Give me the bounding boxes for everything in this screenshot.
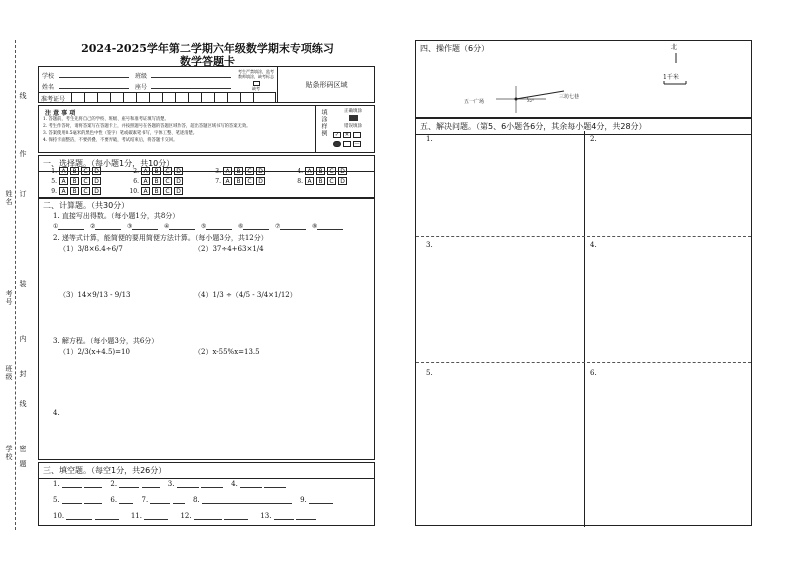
option-d[interactable]: D <box>92 187 101 195</box>
option-b[interactable]: B <box>152 177 161 185</box>
answer-blank[interactable] <box>142 481 160 488</box>
calc-q3-title: 3. 解方程。（每小题3分，共6分） <box>53 337 159 345</box>
notice-line: 2. 考生作答时，请将答案写在答题卡上，并按照题号在各题的答题区域作答，超出答题区域书写的答案无效。 <box>43 124 251 129</box>
answer-blank[interactable] <box>194 513 222 520</box>
option-a[interactable]: A <box>223 177 232 185</box>
name-label: 姓名 <box>42 84 55 91</box>
angle-label: 32° <box>527 98 535 103</box>
option-c[interactable]: C <box>163 187 172 195</box>
option-d[interactable]: D <box>174 177 183 185</box>
page-title: 2024-2025学年第二学期六年级数学期末专项练习 <box>81 42 334 55</box>
section-calculation-title: 二、计算题。（共30分） <box>43 201 130 210</box>
point-square <box>515 98 518 101</box>
section-fill-in-title: 三、填空题。（每空1分，共26分） <box>39 463 374 479</box>
name-margin-label: 姓名 <box>5 190 13 206</box>
class-label: 班级 <box>135 73 148 80</box>
fill-row-2: 5. 6. 7. 8. 9. <box>53 496 373 504</box>
notice-title: 注 意 事 项 <box>45 110 76 117</box>
option-c[interactable]: C <box>245 167 254 175</box>
answer-blank[interactable] <box>202 497 292 504</box>
exam-number-row <box>38 92 276 103</box>
option-b[interactable]: B <box>152 187 161 195</box>
option-a[interactable]: A <box>141 167 150 175</box>
column-divider <box>584 131 585 527</box>
mc-question-8: 8. A B C D <box>295 177 349 185</box>
option-b[interactable]: B <box>70 177 79 185</box>
binding-strip <box>2 40 30 530</box>
option-d[interactable]: D <box>174 187 183 195</box>
option-c[interactable]: C <box>327 167 336 175</box>
mc-question-1: 1. A B C D <box>49 167 103 175</box>
name-field[interactable] <box>59 88 129 89</box>
answer-blank[interactable] <box>177 481 199 488</box>
notice-line: 4. 保持卡面整洁，不要折叠、不要弄破，考试结束后，将答题卡交回。 <box>43 138 178 143</box>
exam-no-boxes[interactable] <box>71 93 266 102</box>
answer-blank[interactable] <box>84 481 102 488</box>
section-fill-in <box>38 462 375 526</box>
option-d[interactable]: D <box>174 167 183 175</box>
answer-blank[interactable] <box>58 223 84 230</box>
route-line <box>516 91 564 99</box>
calc-q2-title: 2. 递等式计算，能简便的要用简便方法计算。（每小题3分，共12分） <box>53 234 268 242</box>
option-d[interactable]: D <box>92 167 101 175</box>
mc-question-7: 7. A B C D <box>213 177 267 185</box>
option-d[interactable]: D <box>256 167 265 175</box>
option-a[interactable]: A <box>59 177 68 185</box>
problem-1-label: 1. <box>426 135 433 143</box>
margin-label: 订 <box>19 190 27 198</box>
answer-blank[interactable] <box>144 513 168 520</box>
answer-blank[interactable] <box>150 497 170 504</box>
fill-label: 填涂样例 <box>320 109 327 137</box>
north-label: 北 <box>671 44 678 51</box>
mc-question-5: 5. A B C D <box>49 177 103 185</box>
seat-label: 座号 <box>135 84 148 91</box>
option-b[interactable]: B <box>316 167 325 175</box>
option-d[interactable]: D <box>338 177 347 185</box>
answer-blank[interactable] <box>95 513 119 520</box>
binding-line <box>15 40 16 530</box>
answer-blank[interactable] <box>62 481 82 488</box>
answer-blank[interactable] <box>66 513 92 520</box>
answer-blank[interactable] <box>224 513 248 520</box>
answer-blank[interactable] <box>206 223 232 230</box>
row-divider-1 <box>416 236 751 237</box>
calc-q3-b: （2）x-55%x=13.5 <box>194 348 260 356</box>
margin-label: 装 <box>19 280 27 288</box>
margin-label: 线 <box>19 400 27 408</box>
notice-line: 1. 答题前，考生先将自己的学校、班级、座号和准考证填写清楚。 <box>43 117 169 122</box>
mc-question-3: 3. A B C D <box>213 167 267 175</box>
exam-no-label: 准考证号 <box>41 96 66 103</box>
fill-row-3: 10. 11. 12. 13. <box>53 512 373 520</box>
scale-label: 1千米 <box>663 74 679 81</box>
option-a[interactable]: A <box>141 187 150 195</box>
row-divider-2 <box>416 362 751 363</box>
section-operation <box>415 40 752 118</box>
margin-label: 线 <box>19 92 27 100</box>
school-label: 学校 <box>42 73 55 80</box>
answer-blank[interactable] <box>240 481 262 488</box>
calc-q1-answers: ① ② ③ ④ ⑤ ⑥ ⑦ ⑧ <box>53 223 353 230</box>
calc-q2-c: （3）14×9/13 - 9/13 <box>59 291 131 299</box>
map-diagram <box>416 41 753 119</box>
fill-row-1: 1. 2. 3. 4. <box>53 480 373 488</box>
barcode-area: 贴条形码区域 <box>277 66 375 103</box>
class-margin-label: 班级 <box>5 365 13 381</box>
option-b[interactable]: B <box>234 167 243 175</box>
answer-blank[interactable] <box>317 223 343 230</box>
option-d[interactable]: D <box>338 167 347 175</box>
mc-question-6: 6. A B C D <box>131 177 185 185</box>
option-a[interactable]: A <box>141 177 150 185</box>
option-a[interactable]: A <box>305 177 314 185</box>
school-field[interactable] <box>59 77 129 78</box>
mc-question-4: 4. A B C D <box>295 167 349 175</box>
answer-blank[interactable] <box>173 497 185 504</box>
notice-line: 3. 答案使用0.5毫米的黑色中性（签字）笔或碳素笔书写，字体工整、笔迹清楚。 <box>43 131 198 136</box>
notice-box <box>38 105 375 153</box>
correct-fill-label: 正确填涂 <box>344 109 362 114</box>
problem-4-label: 4. <box>590 241 597 249</box>
calc-q4-label: 4. <box>53 409 60 417</box>
option-b[interactable]: B <box>234 177 243 185</box>
option-c[interactable]: C <box>163 177 172 185</box>
notice-lines <box>43 116 311 144</box>
calc-q2-a: （1）3/8×6.4÷6/7 <box>59 245 123 253</box>
section-calculation <box>38 198 375 460</box>
option-a[interactable]: A <box>59 167 68 175</box>
place-label-2: 三坊七巷 <box>559 94 580 100</box>
option-a[interactable]: A <box>59 187 68 195</box>
option-c[interactable]: C <box>327 177 336 185</box>
answer-blank[interactable] <box>296 513 316 520</box>
answer-blank[interactable] <box>169 223 195 230</box>
exam-no-margin-label: 考号 <box>5 290 13 306</box>
margin-label: 题 <box>19 460 27 468</box>
answer-blank[interactable] <box>264 481 286 488</box>
section-operation-title: 四、操作题（6分） <box>420 44 490 53</box>
wrong-fill-samples: ✓ ✕ <box>333 132 361 138</box>
problem-2-label: 2. <box>590 135 597 143</box>
answer-blank[interactable] <box>84 497 102 504</box>
class-field[interactable] <box>151 77 231 78</box>
mc-question-10: 10. A B C D <box>127 187 185 195</box>
answer-blank[interactable] <box>274 513 294 520</box>
answer-blank[interactable] <box>309 497 333 504</box>
calc-q3-a: （1）2/3(x+4.5)=10 <box>59 348 130 356</box>
page-subtitle: 数学答题卡 <box>180 55 235 68</box>
option-c[interactable]: C <box>81 177 90 185</box>
margin-label: 封 <box>19 370 27 378</box>
answer-blank[interactable] <box>132 223 158 230</box>
answer-blank[interactable] <box>201 481 223 488</box>
option-d[interactable]: D <box>92 177 101 185</box>
answer-blank[interactable] <box>119 481 139 488</box>
option-c[interactable]: C <box>81 187 90 195</box>
answer-blank[interactable] <box>243 223 269 230</box>
section-problem-solving-title: 五、解决问题。（第5、6小题各6分，其余每小题4分，共28分） <box>416 119 751 135</box>
margin-label: 作 <box>19 150 27 158</box>
option-a[interactable]: A <box>223 167 232 175</box>
margin-label: 内 <box>19 335 27 343</box>
wrong-fill-samples-2: — <box>333 141 361 147</box>
calc-q1-title: 1. 直接写出得数。（每小题1分，共8分） <box>53 212 180 220</box>
seat-field[interactable] <box>151 88 231 89</box>
problem-5-label: 5. <box>426 369 433 377</box>
answer-blank[interactable] <box>280 223 306 230</box>
fill-sample <box>315 106 375 152</box>
margin-label: 密 <box>19 445 27 453</box>
wrong-fill-label: 错误填涂 <box>344 124 362 129</box>
problem-6-label: 6. <box>590 369 597 377</box>
option-d[interactable]: D <box>256 177 265 185</box>
absent-note: 考生严禁填涂，监考教师填涂，缺考标志 缺考 <box>238 69 274 91</box>
place-label-1: 五一广场 <box>464 99 485 105</box>
option-b[interactable]: B <box>316 177 325 185</box>
section-problem-solving <box>415 118 752 526</box>
option-c[interactable]: C <box>163 167 172 175</box>
correct-fill-sample <box>349 115 358 121</box>
school-margin-label: 学校 <box>5 445 13 461</box>
answer-blank[interactable] <box>95 223 121 230</box>
option-b[interactable]: B <box>70 167 79 175</box>
mc-question-2: 2. A B C D <box>131 167 185 175</box>
problem-3-label: 3. <box>426 241 433 249</box>
mc-question-9: 9. A B C D <box>49 187 103 195</box>
option-b[interactable]: B <box>152 167 161 175</box>
option-c[interactable]: C <box>245 177 254 185</box>
option-c[interactable]: C <box>81 167 90 175</box>
calc-q2-b: （2）37÷4+63×1/4 <box>194 245 264 253</box>
option-b[interactable]: B <box>70 187 79 195</box>
answer-blank[interactable] <box>62 497 82 504</box>
answer-blank[interactable] <box>119 497 133 504</box>
option-a[interactable]: A <box>305 167 314 175</box>
section-choice-title: 一、选择题。（每小题1分，共10分） <box>39 156 374 172</box>
calc-q2-d: （4）1/3 ÷（4/5 - 3/4×1/12） <box>194 291 297 299</box>
